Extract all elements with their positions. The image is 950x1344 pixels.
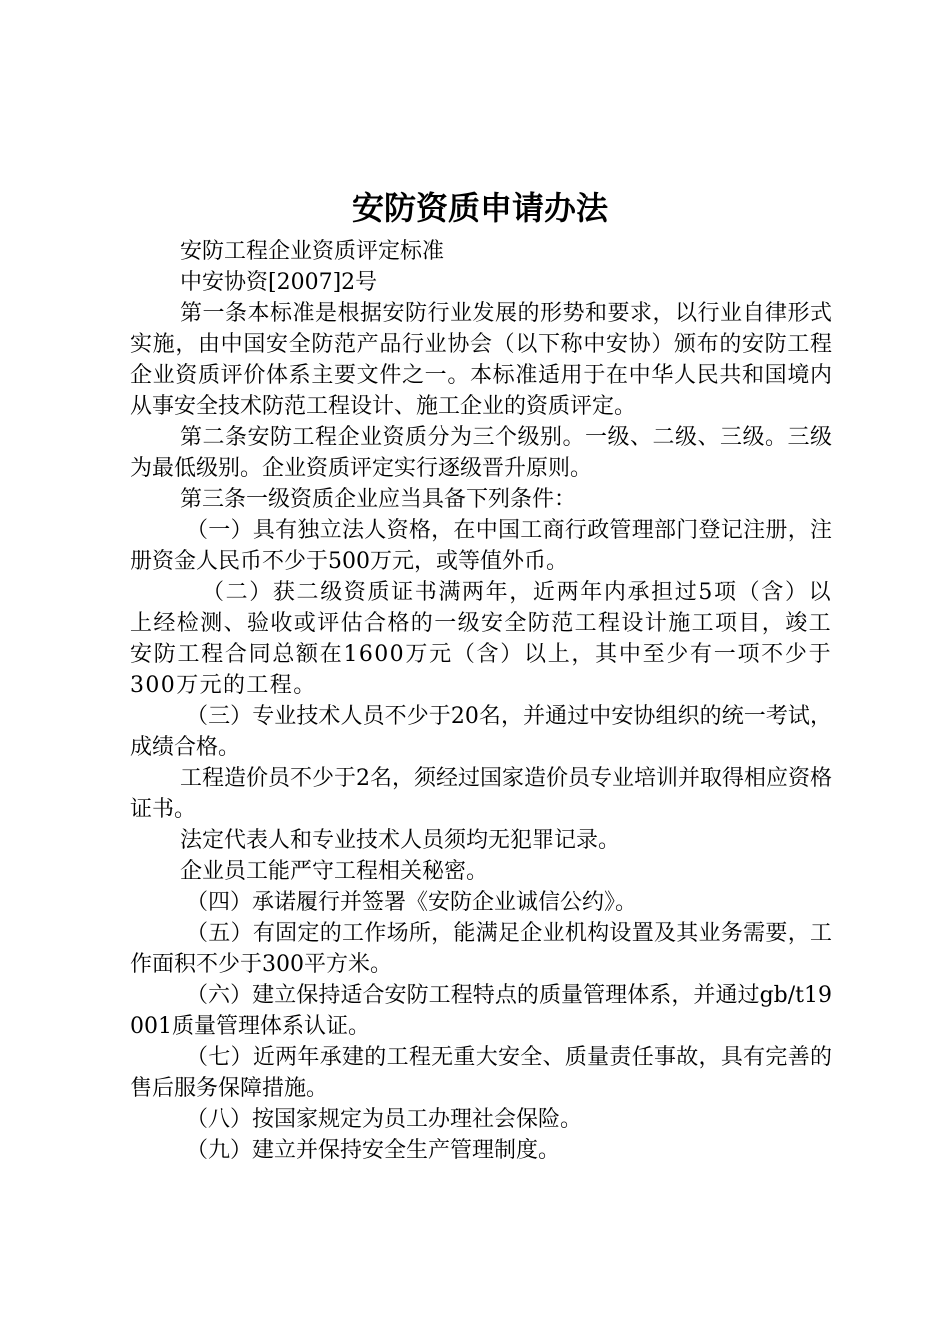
article-2: 第二条安防工程企业资质分为三个级别。一级、二级、三级。三级为最低级别。企业资质评定实行逐级晋升原则。 bbox=[130, 425, 832, 481]
document-title: 安防资质申请办法 bbox=[351, 189, 608, 227]
subtitle-standard: 安防工程企业资质评定标准 bbox=[180, 239, 445, 264]
no-criminal-record-requirement: 法定代表人和专业技术人员须均无犯罪记录。 bbox=[180, 828, 621, 853]
document-body bbox=[130, 236, 832, 1166]
cost-engineer-requirement: 工程造价员不少于2名，须经过国家造价员专业培训并取得相应资格证书。 bbox=[130, 766, 832, 822]
article-3: 第三条一级资质企业应当具备下列条件： bbox=[180, 487, 577, 512]
condition-2: （二）获二级资质证书满两年，近两年内承担过5项（含）以上经检测、验收或评估合格的一级安全防范工程设计施工项目，竣工安防工程合同总额在1600万元（含）以上，其中至少有一项不少于300万元的工程。 bbox=[130, 580, 833, 698]
condition-3: （三）专业技术人员不少于20名，并通过中安协组织的统一考试，成绩合格。 bbox=[130, 704, 832, 760]
confidentiality-requirement: 企业员工能严守工程相关秘密。 bbox=[180, 859, 489, 884]
condition-9: （九）建立并保持安全生产管理制度。 bbox=[186, 1138, 561, 1163]
condition-1: （一）具有独立法人资格，在中国工商行政管理部门登记注册，注册资金人民币不少于500万元，或等值外币。 bbox=[130, 518, 832, 574]
condition-7: （七）近两年承建的工程无重大安全、质量责任事故，具有完善的售后服务保障措施。 bbox=[130, 1045, 832, 1101]
condition-5: （五）有固定的工作场所，能满足企业机构设置及其业务需要，工作面积不少于300平方米。 bbox=[130, 921, 832, 977]
condition-8: （八）按国家规定为员工办理社会保险。 bbox=[186, 1107, 583, 1132]
condition-6: （六）建立保持适合安防工程特点的质量管理体系，并通过gb/t19001质量管理体系认证。 bbox=[130, 983, 832, 1039]
condition-4: （四）承诺履行并签署《安防企业诚信公约》。 bbox=[186, 890, 638, 915]
article-1: 第一条本标准是根据安防行业发展的形势和要求，以行业自律形式实施，由中国安全防范产品行业协会（以下称中安协）颁布的安防工程企业资质评价体系主要文件之一。本标准适用于在中华人民共和国境内从事安全技术防范工程设计、施工企业的资质评定。 bbox=[130, 301, 832, 419]
document-number: 中安协资[2007]2号 bbox=[180, 270, 378, 295]
